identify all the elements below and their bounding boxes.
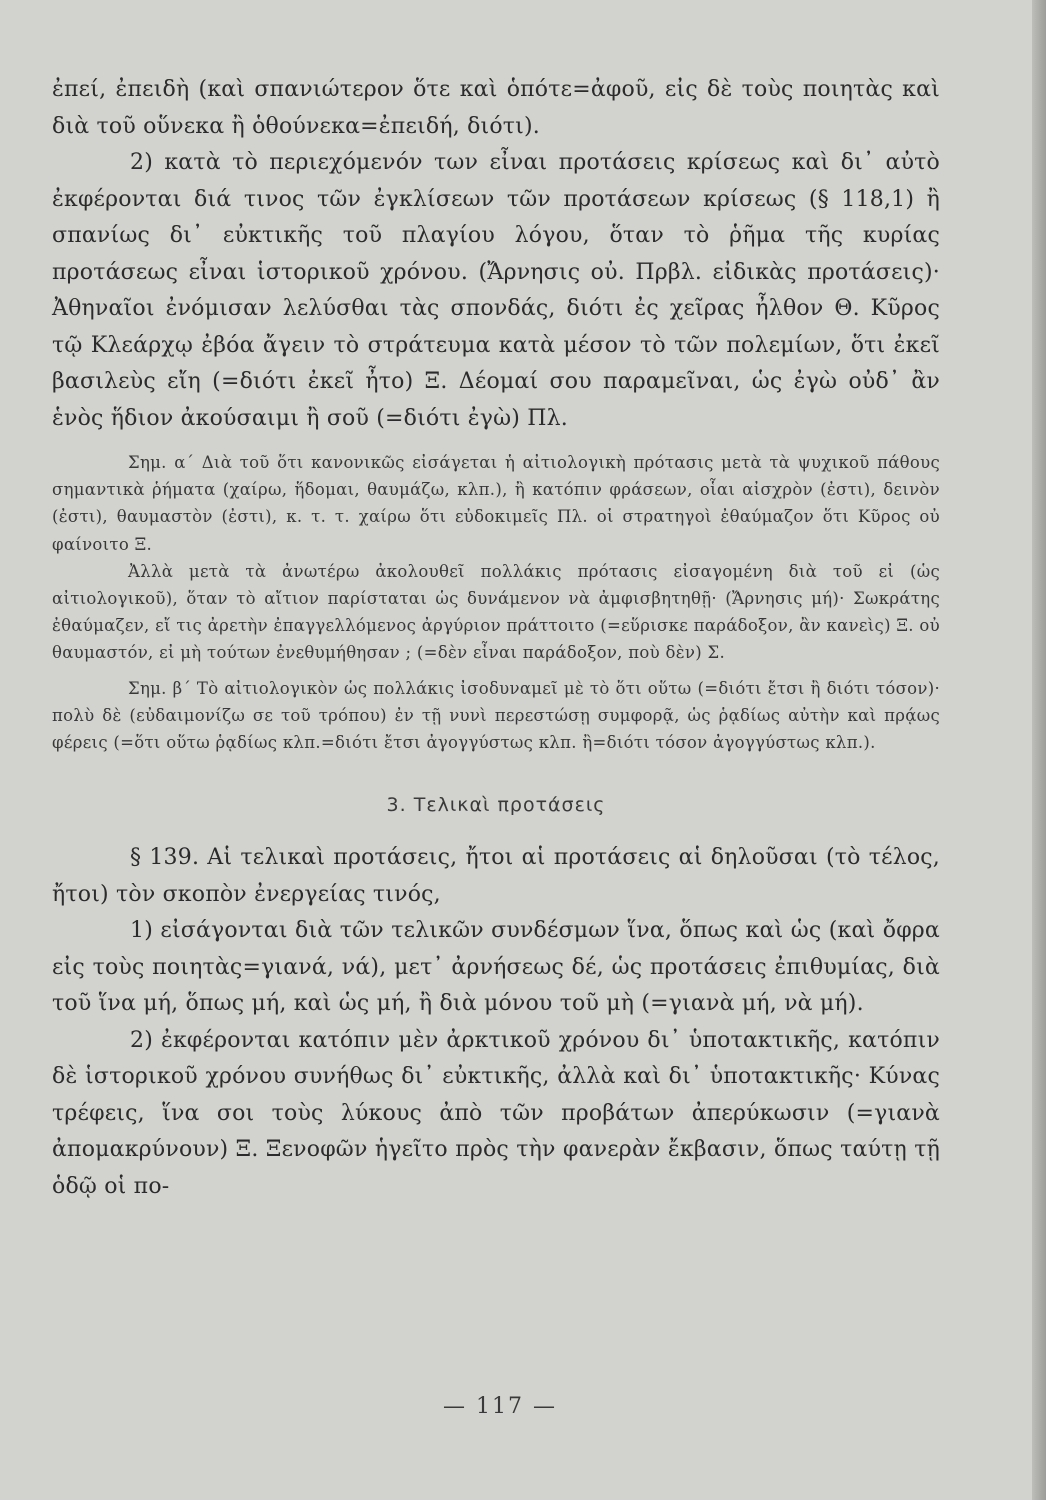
paragraph-final-conjunctions: 1) εἰσάγονται διὰ τῶν τελικῶν συνδέσμων ἵνα, ὅπως καὶ ὡς (καὶ ὄφρα εἰς τοὺς ποιητὰς=γιανά, νά), μετ᾽ ἀρνήσεως δέ, ὡς προτάσεις ἐπιθυμίας, διὰ τοῦ ἵνα μή, ὅπως μή, καὶ ὡς μή, ἢ διὰ μόνου τοῦ μὴ (=γιανὰ μή, νὰ μή).	[52, 918, 940, 1017]
note-beta: Σημ. β΄ Τὸ αἰτιολογικὸν ὡς πολλάκις ἰσοδυναμεῖ μὲ τὸ ὅτι οὕτω (=διότι ἔτσι ἢ διότι τόσον)· πολὺ δὲ (εὐδαιμονίζω σε τοῦ τρόπου) ἐν τῇ νυνὶ περεστώσῃ συμφορᾷ, ὡς ῥᾳδίως αὐτὴν καὶ πρᾴως φέρεις (=ὅτι οὕτω ῥᾳδίως κλπ.=διότι ἔτσι ἀγογγύστως κλπ. ἢ=διότι τόσον ἀγογγύστως κλπ.).	[52, 678, 940, 753]
paragraph-causal-conjunctions: ἐπεί, ἐπειδὴ (καὶ σπανιώτερον ὅτε καὶ ὁπότε=ἀφοῦ, εἰς δὲ τοὺς ποιητὰς καὶ διὰ τοῦ οὕνεκα ἢ ὁθούνεκα=ἐπειδή, διότι).	[52, 77, 940, 139]
paragraph-section-139: § 139. Αἱ τελικαὶ προτάσεις, ἤτοι αἱ προτάσεις αἱ δηλοῦσαι (τὸ τέλος, ἤτοι) τὸν σκοπὸν ἐνεργείας τινός,	[52, 845, 940, 907]
page-edge	[1032, 0, 1046, 1500]
page-text	[52, 72, 940, 1205]
note-alpha-continued: Ἀλλὰ μετὰ τὰ ἀνωτέρω ἀκολουθεῖ πολλάκις πρότασις εἰσαγομένη διὰ τοῦ εἰ (ὡς αἰτιολογικοῦ), ὅταν τὸ αἴτιον παρίσταται ὡς δυνάμενον νὰ ἀμφισβητηθῇ· (Ἄρνησις μή)· Σωκράτης ἐθαύμαζεν, εἴ τις ἀρετὴν ἐπαγγελλόμενος ἀργύριον πράττοιτο (=εὕρισκε παράδοξον, ἂν κανεὶς) Ξ. οὐ θαυμαστόν, εἰ μὴ τούτων ἐνεθυμήθησαν ; (=δὲν εἶναι παράδοξον, ποὺ δὲν) Σ.	[52, 561, 940, 663]
paragraph-final-moods: 2) ἐκφέρονται κατόπιν μὲν ἀρκτικοῦ χρόνου δι᾽ ὑποτακτικῆς, κατόπιν δὲ ἱστορικοῦ χρόνου συνήθως δι᾽ εὐκτικῆς, ἀλλὰ καὶ δι᾽ ὑποτακτικῆς· Κύνας τρέφεις, ἵνα σοι τοὺς λύκους ἀπὸ τῶν προβάτων ἀπερύκωσιν (=γιανὰ ἀπομακρύνουν) Ξ. Ξενοφῶν ἡγεῖτο πρὸς τὴν φανερὰν ἔκβασιν, ὅπως ταύτῃ τῇ ὁδῷ οἱ πο-	[52, 1027, 940, 1199]
paragraph-causal-content: 2) κατὰ τὸ περιεχόμενόν των εἶναι προτάσεις κρίσεως καὶ δι᾽ αὐτὸ ἐκφέρονται διά τινος τῶν ἐγκλίσεων τῶν προτάσεων κρίσεως (§ 118,1) ἢ σπανίως δι᾽ εὐκτικῆς τοῦ πλαγίου λόγου, ὅταν τὸ ῥῆμα τῆς κυρίας προτάσεως εἶναι ἱστορικοῦ χρόνου. (Ἄρνησις οὐ. Πρβλ. εἰδικὰς προτάσεις)· Ἀθηναῖοι ἐνόμισαν λελύσθαι τὰς σπονδάς, διότι ἐς χεῖρας ἦλθον Θ. Κῦρος τῷ Κλεάρχῳ ἐβόα ἄγειν τὸ στράτευμα κατὰ μέσον τὸ τῶν πολεμίων, ὅτι ἐκεῖ βασιλεὺς εἴη (=διότι ἐκεῖ ἦτο) Ξ. Δέομαί σου παραμεῖναι, ὡς ἐγὼ οὐδ᾽ ἂν ἑνὸς ἥδιον ἀκούσαιμι ἢ σοῦ (=διότι ἐγὼ) Πλ.	[52, 150, 940, 431]
page-number: — 117 —	[443, 1394, 557, 1419]
section-heading: 3. Τελικαὶ προτάσεις	[386, 794, 606, 817]
note-alpha: Σημ. α΄ Διὰ τοῦ ὅτι κανονικῶς εἰσάγεται ἡ αἰτιολογικὴ πρότασις μετὰ τὰ ψυχικοῦ πάθους σημαντικὰ ῥήματα (χαίρω, ἥδομαι, θαυμάζω, κλπ.), ἢ κατόπιν φράσεων, οἷαι αἰσχρὸν (ἐστι), δεινὸν (ἐστι), θαυμαστὸν (ἐστι), κ. τ. τ. χαίρω ὅτι εὐδοκιμεῖς Πλ. οἱ στρατηγοὶ ἐθαύμαζον ὅτι Κῦρος οὐ φαίνοιτο Ξ.	[52, 453, 940, 554]
